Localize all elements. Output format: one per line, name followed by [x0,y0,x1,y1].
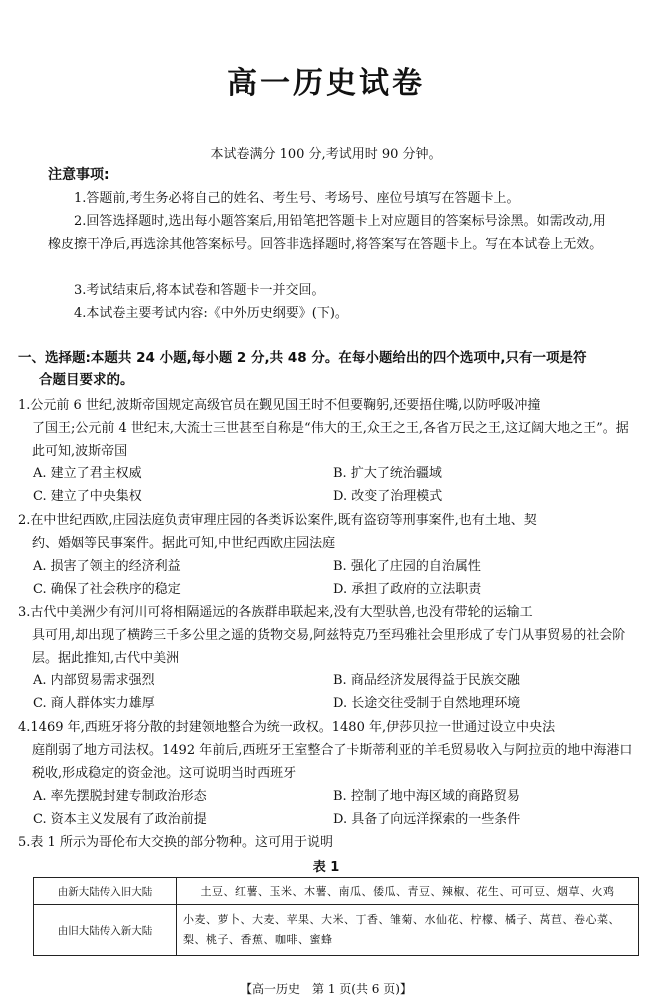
species-table [33,877,639,956]
question-4-stem-line1: 4.1469 年,西班牙将分散的封建领地整合为统一政权。1480 年,伊莎贝拉一世通过设立中央法 [18,720,556,735]
question-3-options [33,669,633,715]
option-c: C. 建立了中央集权 [33,489,142,504]
exam-subtitle: 本试卷满分 100 分,考试用时 90 分钟。 [210,147,442,162]
question-2-stem-line1: 2.在中世纪西欧,庄园法庭负责审理庄园的各类诉讼案件,既有盗窃等刑事案件,也有土地、契 [18,513,537,528]
table-row-header: 由旧大陆传入新大陆 [34,905,177,956]
question-3-stem [18,601,638,670]
option-d: D. 具备了向远洋探索的一些条件 [333,812,521,827]
option-c: C. 商人群体实力雄厚 [33,696,155,711]
option-a: A. 内部贸易需求强烈 [33,673,155,688]
section-heading-line1: 一、选择题:本题共 24 小题,每小题 2 分,共 48 分。在每小题给出的四个选项中,只有一项是符 [18,350,587,366]
question-1-options [33,462,633,508]
question-2-stem-rest: 约、婚姻等民事案件。据此可知,中世纪西欧庄园法庭 [32,536,336,551]
option-b: B. 商品经济发展得益于民族交融 [333,673,520,688]
option-d: D. 改变了治理模式 [333,489,443,504]
option-b: B. 控制了地中海区域的商路贸易 [333,789,520,804]
option-c: C. 确保了社会秩序的稳定 [33,582,181,597]
table-caption: 表 1 [312,860,340,875]
table-cell: 小麦、萝卜、大麦、苹果、大米、丁香、雏菊、水仙花、柠檬、橘子、莴苣、卷心菜、梨、桃子、香蕉、咖啡、蜜蜂 [177,905,639,956]
exam-title: 高一历史试卷 [227,66,425,101]
table-row [34,878,639,905]
table-row [34,905,639,956]
section-heading-line2: 合题目要求的。 [39,372,134,388]
option-d: D. 长途交往受制于自然地理环境 [333,696,521,711]
question-1-stem-rest: 了国王;公元前 4 世纪末,大流士三世甚至自称是“伟大的王,众王之王,各省万民之王,这辽阔大地之王”。据此可知,波斯帝国 [32,421,629,459]
table-cell: 土豆、红薯、玉米、木薯、南瓜、倭瓜、青豆、辣椒、花生、可可豆、烟草、火鸡 [177,878,639,905]
option-b: B. 强化了庄园的自治属性 [333,559,481,574]
option-a: A. 率先摆脱封建专制政治形态 [33,789,207,804]
question-4-options [33,785,633,831]
option-d: D. 承担了政府的立法职责 [333,582,482,597]
notice-item-4: 4.本试卷主要考试内容:《中外历史纲要》(下)。 [74,306,348,321]
option-c: C. 资本主义发展有了政治前提 [33,812,207,827]
option-a: A. 建立了君主权威 [33,466,142,481]
question-5-stem-line1: 5.表 1 所示为哥伦布大交换的部分物种。这可用于说明 [18,835,333,850]
notice-heading: 注意事项: [48,167,110,183]
page-footer: 【高一历史 第 1 页(共 6 页)】 [240,982,412,996]
question-3-stem-line1: 3.古代中美洲少有河川可将相隔遥远的各族群串联起来,没有大型驮兽,也没有带轮的运输工 [18,605,533,620]
question-3-stem-rest: 具可用,却出现了横跨三千多公里之遥的货物交易,阿兹特克乃至玛雅社会里形成了专门从事贸易的社会阶层。据此推知,古代中美洲 [32,628,626,666]
option-b: B. 扩大了统治疆域 [333,466,442,481]
notice-item-1: 1.答题前,考生务必将自己的姓名、考生号、考场号、座位号填写在答题卡上。 [74,191,520,206]
table-row-header: 由新大陆传入旧大陆 [34,878,177,905]
question-4-stem-rest: 庭削弱了地方司法权。1492 年前后,西班牙王室整合了卡斯蒂利亚的羊毛贸易收入与阿拉贡的地中海港口税收,形成稳定的资金池。这可说明当时西班牙 [32,743,633,781]
question-1-stem-line1: 1.公元前 6 世纪,波斯帝国规定高级官员在觐见国王时不但要鞠躬,还要捂住嘴,以防呼吸冲撞 [18,398,541,413]
section-heading [18,347,638,391]
option-a: A. 损害了领主的经济利益 [33,559,181,574]
notice-item-3: 3.考试结束后,将本试卷和答题卡一并交回。 [74,283,325,298]
question-1-stem [18,394,638,463]
notice-item-2: 2.回答选择题时,选出每小题答案后,用铅笔把答题卡上对应题目的答案标号涂黑。如需改动,用橡皮擦干净后,再选涂其他答案标号。回答非选择题时,将答案写在答题卡上。写在本试卷上无效。 [48,214,606,252]
question-5-stem [18,831,638,854]
question-2-options [33,555,633,601]
question-4-stem [18,716,638,785]
question-2-stem [18,509,638,555]
